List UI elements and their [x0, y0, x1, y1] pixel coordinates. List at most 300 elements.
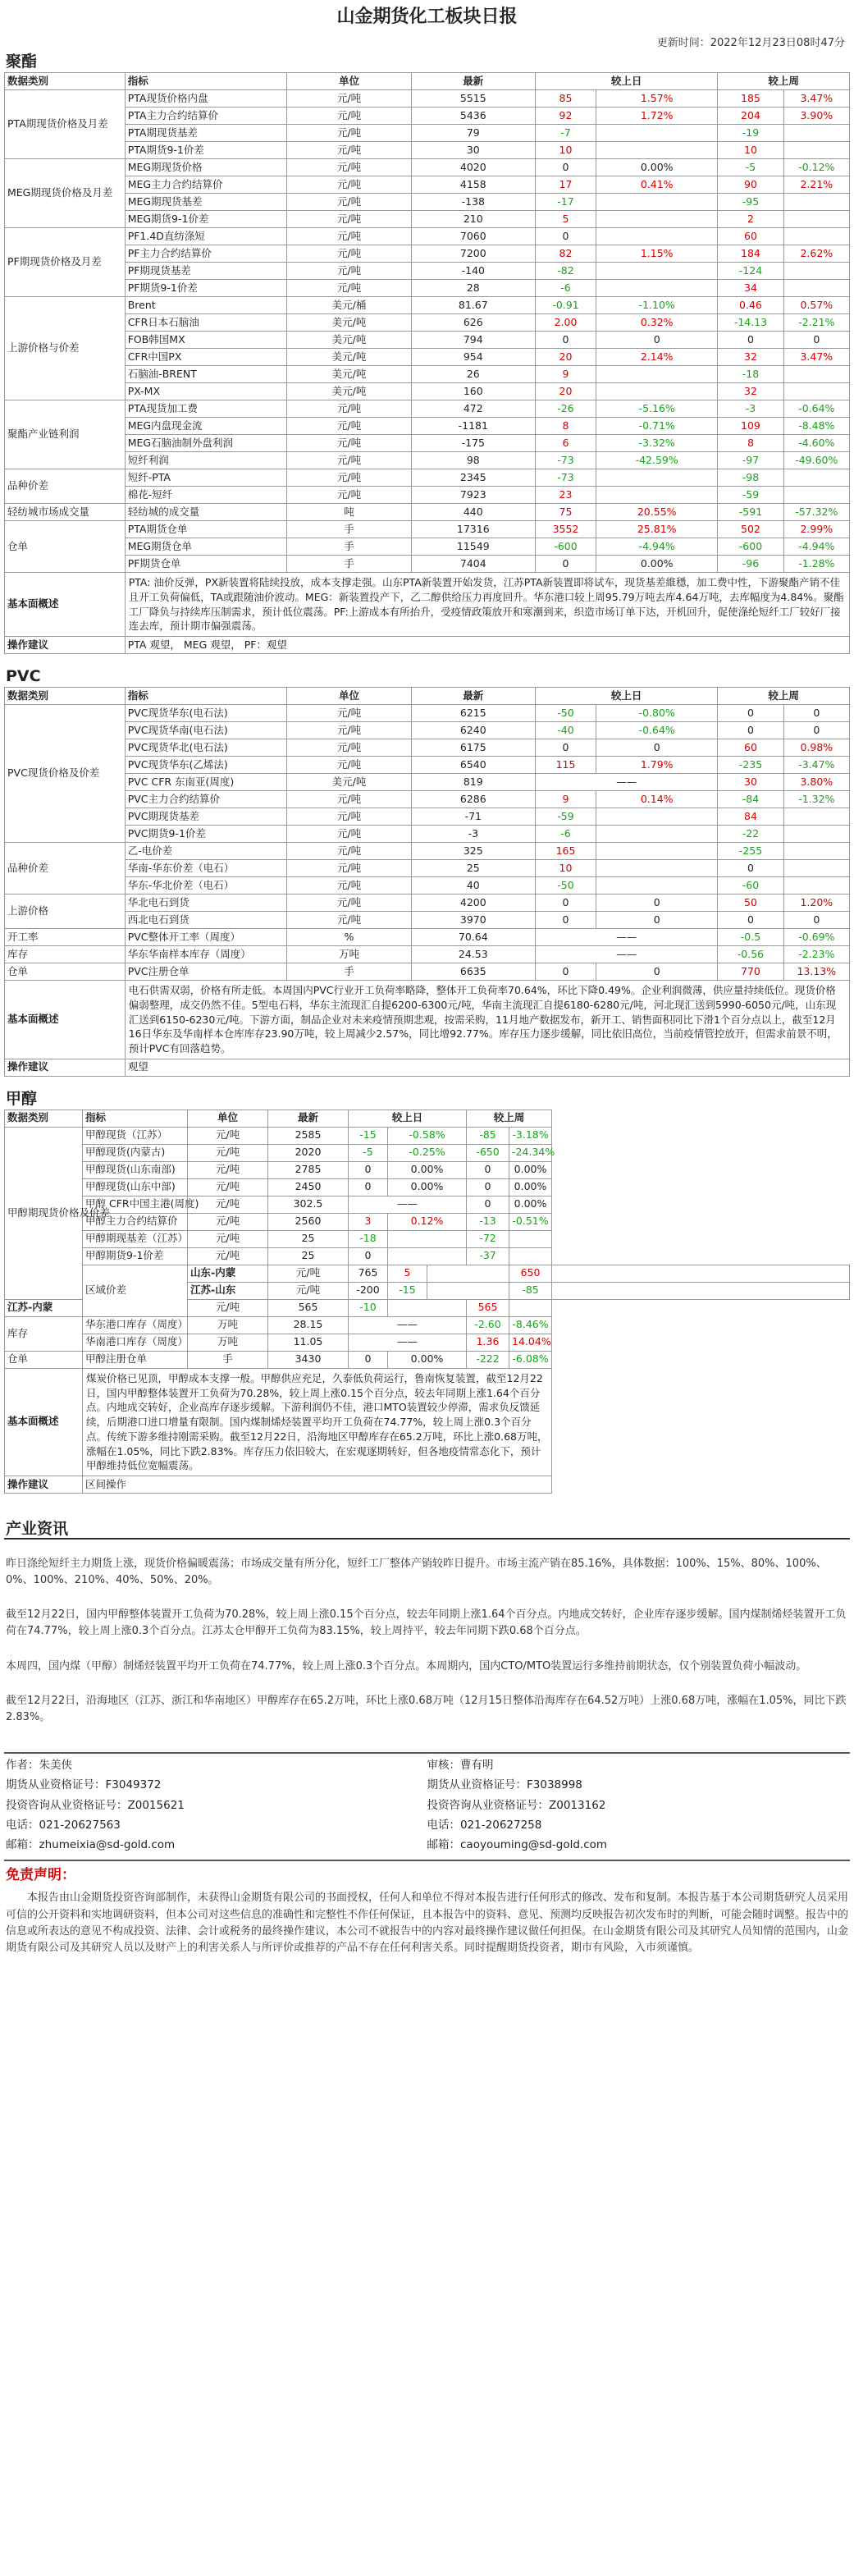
table-row [5, 1161, 850, 1178]
table-row [5, 705, 850, 722]
indicator-cell: 江苏-内蒙 [5, 1299, 83, 1316]
latest-value-cell: 440 [411, 504, 535, 521]
day-change-cell: -7 [535, 125, 596, 142]
day-change-pct-cell [596, 125, 718, 142]
day-change-pct-cell: 0.32% [596, 314, 718, 332]
latest-value-cell: 2785 [268, 1161, 349, 1178]
week-change-cell: -0.5 [718, 929, 783, 946]
week-change-cell: 184 [718, 245, 783, 263]
day-change-pct-cell: 0 [596, 332, 718, 349]
category-cell: 轻纺城市场成交量 [5, 504, 126, 521]
week-change-pct-cell: -8.46% [509, 1316, 552, 1334]
week-change-pct-cell: -4.94% [783, 538, 849, 556]
latest-value-cell: -71 [411, 808, 535, 826]
week-change-cell: -650 [467, 1144, 509, 1161]
table-row [5, 556, 850, 573]
unit-cell: 元/吨 [188, 1144, 268, 1161]
week-change-pct-cell: 0.98% [783, 739, 849, 757]
day-change-pct-cell: 0.12% [388, 1213, 467, 1230]
table-row [5, 774, 850, 791]
latest-value-cell: 160 [411, 383, 535, 400]
week-change-pct-cell: -6.08% [509, 1351, 552, 1368]
week-change-pct-cell: -0.69% [783, 929, 849, 946]
latest-value-cell: 79 [411, 125, 535, 142]
week-change-pct-cell [783, 228, 849, 245]
category-cell: 品种价差 [5, 843, 126, 895]
indicator-cell: PVC现货华北(电石法) [125, 739, 287, 757]
day-change-cell: 0 [535, 159, 596, 176]
day-change-pct-cell: 1.79% [596, 757, 718, 774]
day-change-cell: 23 [535, 487, 596, 504]
unit-cell: 元/吨 [287, 90, 411, 108]
week-change-pct-cell: 0 [783, 912, 849, 929]
week-change-cell: -95 [718, 194, 783, 211]
reviewer-line: 电话：021-20627258 [427, 1818, 542, 1832]
unit-cell: 元/吨 [188, 1178, 268, 1196]
week-change-cell: -124 [718, 263, 783, 280]
unit-cell: 手 [188, 1351, 268, 1368]
table-row [5, 435, 850, 452]
unit-cell: 美元/吨 [287, 314, 411, 332]
latest-value-cell: 6215 [411, 705, 535, 722]
unit-cell: 元/吨 [287, 487, 411, 504]
indicator-cell: PF主力合约结算价 [125, 245, 287, 263]
indicator-cell: PVC期现货基差 [125, 808, 287, 826]
week-change-cell: -98 [718, 469, 783, 487]
day-change-cell: -40 [535, 722, 596, 739]
unit-cell: 元/吨 [287, 705, 411, 722]
week-change-pct-cell [783, 142, 849, 159]
week-change-cell: -235 [718, 757, 783, 774]
indicator-cell: 石脑油-BRENT [125, 366, 287, 383]
week-change-cell: -60 [718, 877, 783, 895]
week-change-pct-cell [509, 1299, 552, 1316]
latest-value-cell: 6540 [411, 757, 535, 774]
latest-value-cell: 210 [411, 211, 535, 228]
day-change-pct-cell: 0 [596, 739, 718, 757]
day-change-cell: —— [535, 774, 717, 791]
indicator-cell: 西北电石到货 [125, 912, 287, 929]
report-header [4, 0, 850, 51]
day-change-cell: 10 [535, 860, 596, 877]
day-change-cell: 82 [535, 245, 596, 263]
day-change-pct-cell: 0.00% [596, 556, 718, 573]
unit-cell: 万吨 [188, 1334, 268, 1351]
advice-text: PTA 观望， MEG 观望， PF：观望 [125, 637, 849, 654]
table-row [5, 469, 850, 487]
day-change-pct-cell: 2.14% [596, 349, 718, 366]
day-change-cell: -73 [535, 469, 596, 487]
unit-cell: 手 [287, 538, 411, 556]
week-change-pct-cell: 0.00% [509, 1178, 552, 1196]
disclaimer-title: 免责声明： [6, 1867, 75, 1884]
author-line: 作者：朱美侠 [6, 1758, 72, 1772]
table-row [5, 1213, 850, 1230]
week-change-pct-cell: 2.62% [783, 245, 849, 263]
week-change-pct-cell [783, 487, 849, 504]
latest-value-cell: 11.05 [268, 1334, 349, 1351]
reviewer-line: 期货从业资格证号：F3038998 [427, 1778, 582, 1792]
week-change-cell: 0.46 [718, 297, 783, 314]
week-change-pct-cell: -8.48% [783, 418, 849, 435]
table-row [5, 1230, 850, 1247]
day-change-pct-cell: 0 [596, 963, 718, 981]
week-change-cell: 0 [718, 912, 783, 929]
week-change-cell: -0.56 [718, 946, 783, 963]
indicator-cell: PVC CFR 东南亚(周度) [125, 774, 287, 791]
table-row [5, 280, 850, 297]
indicator-cell: 棉花-短纤 [125, 487, 287, 504]
indicator-cell: 华南-华东价差（电石） [125, 860, 287, 877]
column-header: 最新 [411, 688, 535, 705]
week-change-pct-cell [783, 808, 849, 826]
week-change-pct-cell: -24.34% [509, 1144, 552, 1161]
day-change-pct-cell [596, 826, 718, 843]
table-row [5, 1316, 850, 1334]
indicator-cell: MEG石脑油制外盘利润 [125, 435, 287, 452]
table-row [5, 791, 850, 808]
day-change-pct-cell: 0 [596, 912, 718, 929]
unit-cell: 美元/吨 [287, 774, 411, 791]
week-change-cell: -22 [718, 826, 783, 843]
update-time: 更新时间：2022年12月23日08时47分 [656, 37, 845, 49]
day-change-cell: —— [535, 929, 717, 946]
day-change-pct-cell [596, 808, 718, 826]
table-header-row [5, 1110, 850, 1127]
day-change-cell: 0 [535, 332, 596, 349]
day-change-pct-cell [596, 280, 718, 297]
day-change-pct-cell [596, 487, 718, 504]
indicator-cell: 甲醇期现基差（江苏） [83, 1230, 188, 1247]
week-change-pct-cell: 0.57% [783, 297, 849, 314]
day-change-cell: 6 [535, 435, 596, 452]
day-change-cell: —— [535, 946, 717, 963]
unit-cell: 元/吨 [287, 228, 411, 245]
summary-text: PTA: 油价反弹，PX新装置将陆续投放，成本支撑走强。山东PTA新装置开始发货，江苏PTA新装置即将试车，现货基差維穩，加工费中性，下游聚酯产销不佳且开工负荷偏低，TA或跟随油价波动。MEG：新装置投产下，乙二醇供给压力再度回升。华东港口较上周95.79万吨去库4.64万吨，去库幅度为4.84%。聚酯工厂降负与持续库压制需求，预计低位震荡。PF:上游成本有所抬升，受疫情政策放开和寒潮到来，织造市场订单下达，开机回升，促使涤纶短纤工厂较好厂接连去库，预计期市偏强震荡。 [125, 573, 849, 637]
section-title: 聚酯 [6, 53, 38, 71]
unit-cell: 元/吨 [287, 108, 411, 125]
unit-cell: 元/吨 [287, 159, 411, 176]
summary-row [5, 573, 850, 637]
table-row [5, 860, 850, 877]
latest-value-cell: -200 [349, 1282, 388, 1299]
unit-cell: 元/吨 [188, 1127, 268, 1144]
latest-value-cell: -140 [411, 263, 535, 280]
indicator-cell: PTA现货价格内盘 [125, 90, 287, 108]
column-header: 较上日 [535, 73, 717, 90]
week-change-pct-cell [783, 383, 849, 400]
unit-cell: 元/吨 [287, 791, 411, 808]
day-change-cell: -73 [535, 452, 596, 469]
indicator-cell: PTA主力合约结算价 [125, 108, 287, 125]
day-change-cell: 165 [535, 843, 596, 860]
day-change-cell: —— [349, 1196, 467, 1213]
day-change-pct-cell: 1.57% [596, 90, 718, 108]
day-change-pct-cell: -0.58% [388, 1127, 467, 1144]
table-row [5, 332, 850, 349]
week-change-pct-cell: 13.13% [783, 963, 849, 981]
advice-label: 操作建议 [5, 637, 126, 654]
week-change-cell: 0 [467, 1178, 509, 1196]
table-row [5, 826, 850, 843]
week-change-pct-cell: 3.90% [783, 108, 849, 125]
week-change-pct-cell [783, 211, 849, 228]
day-change-cell: -0.91 [535, 297, 596, 314]
table-row [5, 349, 850, 366]
unit-cell: 元/吨 [287, 435, 411, 452]
day-change-pct-cell: 0.00% [596, 159, 718, 176]
indicator-cell: 山东-内蒙 [188, 1265, 268, 1282]
week-change-pct-cell: -1.32% [783, 791, 849, 808]
latest-value-cell: 819 [411, 774, 535, 791]
day-change-cell: -15 [388, 1282, 427, 1299]
category-cell: 上游价格 [5, 895, 126, 929]
day-change-cell: 0 [535, 963, 596, 981]
unit-cell: 元/吨 [287, 211, 411, 228]
unit-cell: 元/吨 [287, 826, 411, 843]
unit-cell: % [287, 929, 411, 946]
indicator-cell: MEG主力合约结算价 [125, 176, 287, 194]
news-paragraph: 昨日涤纶短纤主力期货上涨，现货价格偏暖震荡；市场成交量有所分化，短纤工厂整体产销较昨日提升。市场主流产销在85.16%，具体数据：100%、15%、80%、100%、0%、100%、210%、40%、50%、20%。 [6, 1558, 827, 1587]
day-change-pct-cell [596, 228, 718, 245]
latest-value-cell: 4158 [411, 176, 535, 194]
table-row [5, 90, 850, 108]
latest-value-cell: 28 [411, 280, 535, 297]
week-change-cell: 650 [509, 1265, 552, 1282]
day-change-cell: 20 [535, 349, 596, 366]
day-change-cell: 115 [535, 757, 596, 774]
disclaimer-text: 本报告由山金期货投资咨询部制作，未获得山金期货有限公司的书面授权，任何人和单位不得对本报告进行任何形式的修改、发布和复制。本报告基于本公司期货研究人员采用可信的公开资料和实地调研资料，但本公司对这些信息的准确性和完整性不作任何保证，且本报告中的资料、意见、预测均反映报告初次发布时的判断，可能会随时调整。报告中的信息或所表达的意见不构成投资、法律、会计或税务的最终操作建议，本公司不就报告中的内容对最终操作建议做任何担保。在山金期货有限公司及其研究人员知情的范围内，山金期货有限公司及其研究人员以及财产上的利害关系人与所评价或推荐的产品不存在任何利害关系。同时提醒期货投资者，期市有风险，入市须谨慎。 [6, 1892, 849, 1954]
week-change-pct-cell: -0.51% [509, 1213, 552, 1230]
table-row [5, 211, 850, 228]
week-change-cell: -255 [718, 843, 783, 860]
indicator-cell: PTA现货加工费 [125, 400, 287, 418]
column-header: 单位 [287, 73, 411, 90]
week-change-pct-cell [783, 366, 849, 383]
week-change-cell: -3 [718, 400, 783, 418]
table-header-row [5, 688, 850, 705]
week-change-cell: -591 [718, 504, 783, 521]
table-row [5, 1334, 850, 1351]
table-row [5, 108, 850, 125]
week-change-cell: -19 [718, 125, 783, 142]
week-change-cell: 565 [467, 1299, 509, 1316]
week-change-cell: -14.13 [718, 314, 783, 332]
summary-label: 基本面概述 [5, 573, 126, 637]
day-change-cell: 0 [535, 739, 596, 757]
day-change-pct-cell: 0.41% [596, 176, 718, 194]
category-cell: 开工率 [5, 929, 126, 946]
latest-value-cell: 325 [411, 843, 535, 860]
week-change-pct-cell: -49.60% [783, 452, 849, 469]
category-cell: 品种价差 [5, 469, 126, 504]
week-change-pct-cell [783, 826, 849, 843]
latest-value-cell: 3430 [268, 1351, 349, 1368]
table-row [5, 929, 850, 946]
latest-value-cell: 5515 [411, 90, 535, 108]
latest-value-cell: 6635 [411, 963, 535, 981]
latest-value-cell: 565 [268, 1299, 349, 1316]
week-change-pct-cell: -3.47% [783, 757, 849, 774]
unit-cell: 元/吨 [287, 452, 411, 469]
day-change-cell: -10 [349, 1299, 388, 1316]
day-change-cell: 9 [535, 791, 596, 808]
week-change-cell: 8 [718, 435, 783, 452]
day-change-cell: -6 [535, 280, 596, 297]
week-change-cell: 10 [718, 142, 783, 159]
unit-cell: 元/吨 [287, 418, 411, 435]
unit-cell: 元/吨 [287, 912, 411, 929]
week-change-cell: -96 [718, 556, 783, 573]
week-change-cell: 32 [718, 383, 783, 400]
unit-cell: 手 [287, 521, 411, 538]
indicator-cell: PTA期现货基差 [125, 125, 287, 142]
indicator-cell: 甲醇注册仓单 [83, 1351, 188, 1368]
week-change-pct-cell: 0 [783, 722, 849, 739]
unit-cell: 元/吨 [188, 1161, 268, 1178]
unit-cell: 元/吨 [287, 757, 411, 774]
table-row [5, 159, 850, 176]
column-header: 较上周 [718, 73, 850, 90]
week-change-cell: 2 [718, 211, 783, 228]
week-change-cell: -13 [467, 1213, 509, 1230]
unit-cell: 美元/吨 [287, 366, 411, 383]
week-change-pct-cell: 0.00% [509, 1161, 552, 1178]
day-change-cell: 5 [535, 211, 596, 228]
indicator-cell: 华东-华北价差（电石） [125, 877, 287, 895]
indicator-cell: PVC整体开工率（周度） [125, 929, 287, 946]
week-change-cell: 109 [718, 418, 783, 435]
table-row [5, 1178, 850, 1196]
indicator-cell: PTA期货仓单 [125, 521, 287, 538]
day-change-cell: -59 [535, 808, 596, 826]
latest-value-cell: 5436 [411, 108, 535, 125]
table-row [5, 895, 850, 912]
table-row [5, 1144, 850, 1161]
day-change-pct-cell: 1.15% [596, 245, 718, 263]
unit-cell: 美元/吨 [287, 383, 411, 400]
unit-cell: 元/吨 [287, 722, 411, 739]
latest-value-cell: 11549 [411, 538, 535, 556]
unit-cell: 元/吨 [287, 400, 411, 418]
table-row [5, 877, 850, 895]
unit-cell: 元/吨 [287, 176, 411, 194]
column-header: 最新 [268, 1110, 349, 1127]
day-change-cell: -600 [535, 538, 596, 556]
day-change-pct-cell: -0.25% [388, 1144, 467, 1161]
week-change-pct-cell: -3.18% [509, 1127, 552, 1144]
table-row [5, 297, 850, 314]
week-change-cell: 770 [718, 963, 783, 981]
latest-value-cell: -1181 [411, 418, 535, 435]
week-change-pct-cell [552, 1265, 850, 1282]
day-change-pct-cell: -0.64% [596, 722, 718, 739]
table-row [5, 1196, 850, 1213]
unit-cell: 元/吨 [287, 860, 411, 877]
day-change-cell: 17 [535, 176, 596, 194]
day-change-cell: 85 [535, 90, 596, 108]
day-change-pct-cell: 1.72% [596, 108, 718, 125]
category-cell: PVC现货价格及价差 [5, 705, 126, 843]
table-row [5, 504, 850, 521]
section-table [4, 687, 850, 1077]
reviewer-line: 邮箱：caoyouming@sd-gold.com [427, 1838, 608, 1852]
unit-cell: 元/吨 [188, 1213, 268, 1230]
table-row [5, 843, 850, 860]
day-change-cell: 0 [535, 912, 596, 929]
week-change-pct-cell: 0.00% [509, 1196, 552, 1213]
summary-row [5, 981, 850, 1059]
indicator-cell: 甲醇现货（江苏） [83, 1127, 188, 1144]
latest-value-cell: 794 [411, 332, 535, 349]
week-change-cell: 1.36 [467, 1334, 509, 1351]
table-row [5, 808, 850, 826]
indicator-cell: 华东华南样本库存（周度） [125, 946, 287, 963]
sections-container [4, 51, 850, 1494]
category-cell: 库存 [5, 946, 126, 963]
week-change-cell: 0 [467, 1161, 509, 1178]
week-change-cell: 50 [718, 895, 783, 912]
week-change-pct-cell [783, 263, 849, 280]
advice-text: 区间操作 [83, 1476, 552, 1494]
news-paragraph: 截至12月22日，沿海地区（江苏、浙江和华南地区）甲醇库存在65.2万吨，环比上涨0.68万吨（12月15日整体沿海库存在64.52万吨）上涨0.68万吨，涨幅在1.05%，同比下跌2.83%。 [6, 1694, 847, 1723]
day-change-pct-cell: -42.59% [596, 452, 718, 469]
day-change-cell: 0 [349, 1351, 388, 1368]
table-row [5, 383, 850, 400]
day-change-cell: —— [349, 1334, 467, 1351]
day-change-pct-cell: 25.81% [596, 521, 718, 538]
latest-value-cell: 6175 [411, 739, 535, 757]
week-change-pct-cell [783, 860, 849, 877]
indicator-cell: 华东港口库存（周度） [83, 1316, 188, 1334]
unit-cell: 元/吨 [287, 895, 411, 912]
day-change-pct-cell [596, 194, 718, 211]
table-row [5, 125, 850, 142]
indicator-cell: 甲醇现货(山东中部) [83, 1178, 188, 1196]
category-cell: 仓单 [5, 521, 126, 573]
unit-cell: 元/吨 [287, 843, 411, 860]
week-change-pct-cell [509, 1230, 552, 1247]
latest-value-cell: 70.64 [411, 929, 535, 946]
author-line: 电话：021-20627563 [6, 1818, 121, 1832]
author-column [6, 1755, 427, 1855]
latest-value-cell: 40 [411, 877, 535, 895]
unit-cell: 手 [287, 963, 411, 981]
latest-value-cell: 3970 [411, 912, 535, 929]
latest-value-cell: -175 [411, 435, 535, 452]
day-change-pct-cell: -3.32% [596, 435, 718, 452]
day-change-pct-cell [596, 142, 718, 159]
latest-value-cell: 2560 [268, 1213, 349, 1230]
day-change-pct-cell [427, 1282, 509, 1299]
week-change-cell: 502 [718, 521, 783, 538]
indicator-cell: 甲醇主力合约结算价 [83, 1213, 188, 1230]
indicator-cell: 短纤利润 [125, 452, 287, 469]
indicator-cell: PF1.4D直纺涤短 [125, 228, 287, 245]
week-change-pct-cell [509, 1247, 552, 1265]
indicator-cell: MEG期现货价格 [125, 159, 287, 176]
unit-cell: 元/吨 [287, 125, 411, 142]
day-change-pct-cell: -0.71% [596, 418, 718, 435]
week-change-cell: -18 [718, 366, 783, 383]
indicator-cell: CFR日本石脑油 [125, 314, 287, 332]
indicator-cell: 甲醇现货(山东南部) [83, 1161, 188, 1178]
column-header: 单位 [287, 688, 411, 705]
section-title: 甲醇 [6, 1089, 38, 1108]
latest-value-cell: 7060 [411, 228, 535, 245]
latest-value-cell: 26 [411, 366, 535, 383]
week-change-cell: 0 [718, 332, 783, 349]
